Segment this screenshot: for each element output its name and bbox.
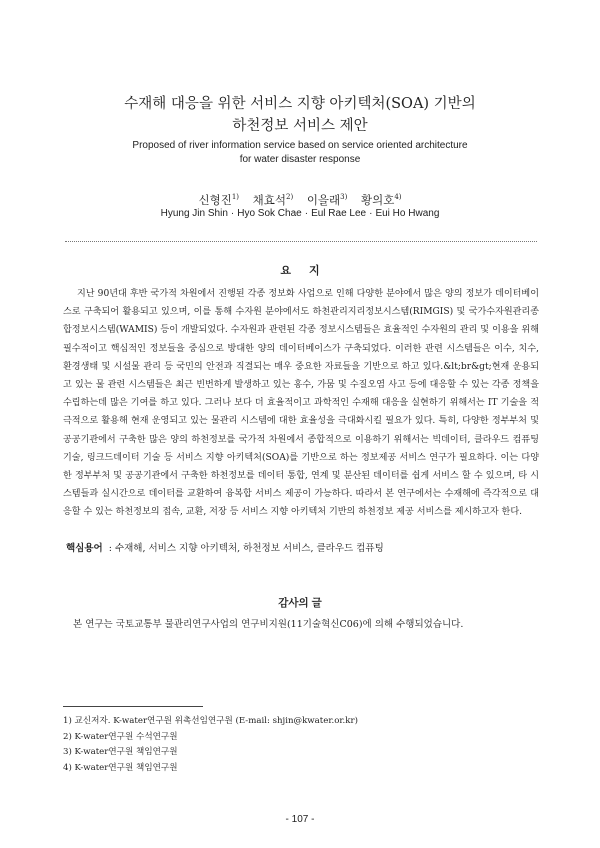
section-divider [65,241,537,242]
footnote-rule [63,706,203,707]
footnote-1: 1) 교신저자. K-water연구원 위촉선임연구원 (E-mail: shjin@kwater.or.kr) [63,716,358,726]
footnotes [63,714,543,776]
title-korean-line2: 하천정보 서비스 제안 [232,118,368,134]
author-4: 황의호$^{4)}$ [361,193,402,207]
keywords-value: : 수재해, 서비스 지향 아키텍처, 하천정보 서비스, 클라우드 컴퓨팅 [108,543,384,554]
keywords-label: 핵심용어 [66,543,103,554]
authors-korean [0,192,600,208]
keywords [66,540,546,554]
acknowledgement-body: 본 연구는 국토교통부 물관리연구사업의 연구비지원(11기술혁신C06)에 의해 수행되었습니다. [73,619,464,630]
page-number: - 107 - [285,814,315,825]
title-english [0,139,600,167]
footnote-2: 2) K-water연구원 수석연구원 [63,731,178,742]
author-2: 채효석$^{2)}$ [252,193,294,207]
title-english-line2: for water disaster response [239,154,361,165]
acknowledgement-heading: 감사의 글 [278,597,322,609]
authors-english: Hyung Jin Shin · Hyo Sok Chae · Eul Rae Lee · Eui Ho Hwang [160,208,440,219]
title-english-line1: Proposed of river information service based on service oriented architecture [132,140,468,151]
title-korean [0,93,600,137]
author-en-3: Eul Rae Lee [311,208,367,219]
abstract-body: 지난 90년대 후반 국가적 차원에서 진행된 각종 정보화 사업으로 인해 다양한 분야에서 많은 양의 정보가 데이터베이스로 구축되어 활용되고 있으며, 이를 통해 수자원 분야에서도 하천관리지리정보시스템(RIMGIS) 및 국가수자원관리종합정보시스템(WAMIS) 등이 개발되었다. 수자원과 관련된 각종 정보시스템들은 효율적인 수자원의 관리 및 이용을 위해 필수적이고 핵심적인 정보들을 중심으로 방대한 양의 데이터베이스가 구축되었다. 이러한 관련 시스템들은 이수, 치수, 환경생태 및 시설물 관리 등 국민의 안전과 직결되는 매우 중요한 자료들을 기반으로 하고 있다.&lt;br&gt;현재 운용되고 있는 물 관련 시스템들은 최근 빈번하게 발생하고 있는 홍수, 가뭄 및 수질오염 사고 등에 대응할 수 있는 각종 정책을 수립하는데 많은 기여를 하고 있다. 그러나 보다 더 효율적이고 과학적인 수재해 대응을 실현하기 위해서는 IT 기술을 적극적으로 활용해 현재 운영되고 있는 물관리 시스템에 대한 효율성을 극대화시킬 필요가 있다. 특히, 다양한 정부부처 및 공공기관에서 구축한 많은 양의 하천정보를 국가적 차원에서 종합적으로 이용하기 위해서는 빅데이터, 클라우드 컴퓨팅 기술, 링크드데이터 기술 등 서비스 지향 아키텍처(SOA)를 기반으로 하는 정보제공 서비스 연구가 필요하다. 이는 다양한 정부부처 및 공공기관에서 구축한 하천정보를 데이터 통합, 연계 및 분산된 데이터를 쉽게 서비스 할 수 있으며, 타 시스템들과 실시간으로 데이터를 교환하여 융복합 서비스 제공이 가능하다. 따라서 본 연구에서는 수재해에 즉각적으로 대응할 수 있는 하천정보의 접속, 교환, 저장 등 서비스 지향 아키텍처 기반의 하천정보 제공 서비스를 제시하고자 한다. [63,289,539,518]
footnote-3: 3) K-water연구원 책임연구원 [63,747,178,757]
author-1: 신형진$^{1)}$ [198,193,239,207]
abstract-heading: 요지 [280,264,338,277]
author-en-4: Eui Ho Hwang [375,208,440,219]
footnote-4: 4) K-water연구원 책임연구원 [63,762,178,773]
author-3: 이을래$^{3)}$ [306,193,348,207]
author-en-2: Hyo Sok Chae [237,208,302,219]
title-korean-line1: 수재해 대응을 위한 서비스 지향 아키텍처(SOA) 기반의 [124,96,476,112]
author-en-1: Hyung Jin Shin [160,208,228,219]
